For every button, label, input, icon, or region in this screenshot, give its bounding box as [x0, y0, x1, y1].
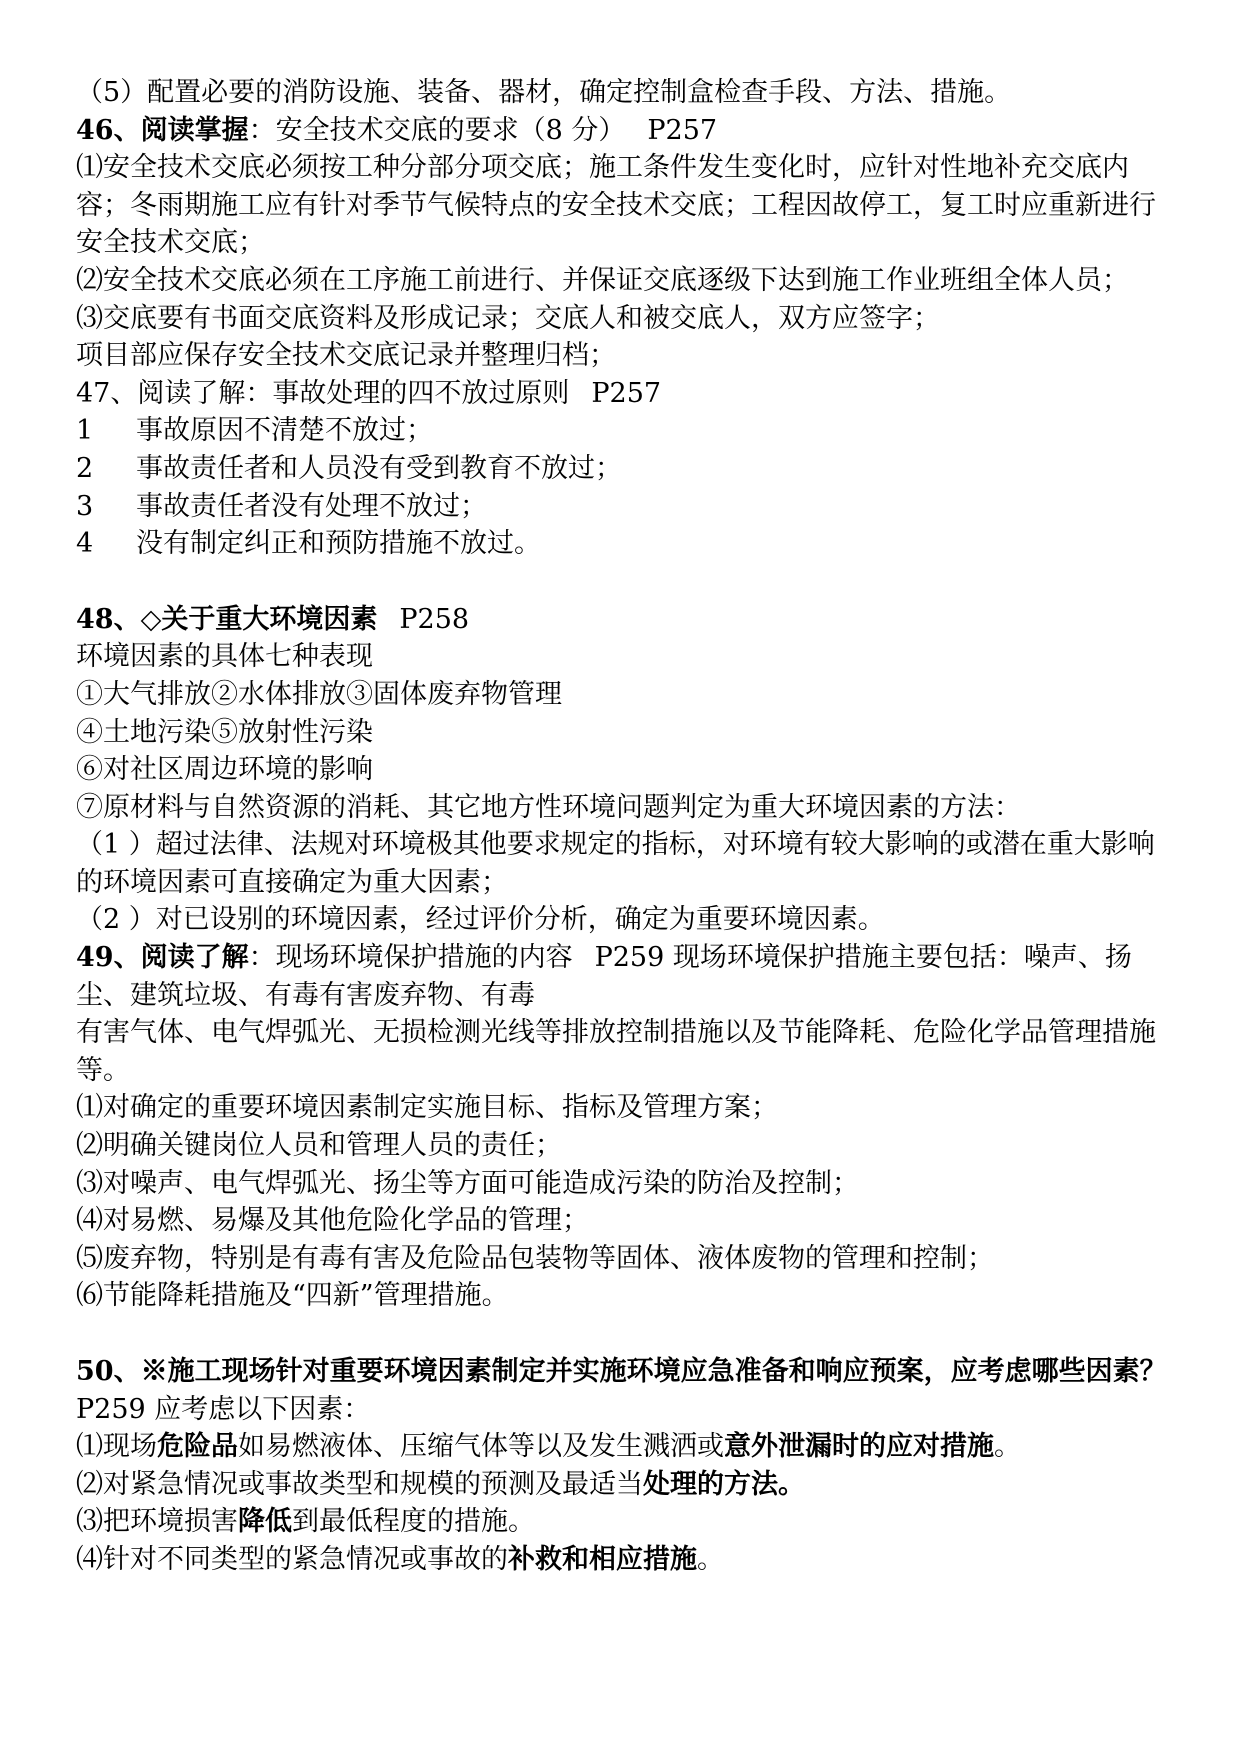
list-number: 4 [76, 528, 94, 560]
text-line: ⑶交底要有书面交底资料及形成记录；交底人和被交底人，双方应签字； [76, 302, 940, 334]
list-text: 没有制定纠正和预防措施不放过。 [136, 528, 541, 560]
text-line: ⑶对噪声、电气焊弧光、扬尘等方面可能造成污染的防治及控制； [76, 1167, 859, 1199]
section-heading-48 [76, 601, 1181, 639]
list-text: 事故责任者没有处理不放过； [136, 490, 487, 522]
text-run: 到最低程度的措施。 [292, 1506, 535, 1538]
page-ref: P257 [591, 377, 662, 409]
list-text: 事故责任者和人员没有受到教育不放过； [136, 452, 622, 484]
text-run: 如易燃液体、压缩气体等以及发生溅洒或 [238, 1431, 724, 1463]
section-label: 阅读掌握 [140, 114, 249, 146]
page-ref: P259 现场环境保护措施主要包括：噪声、扬尘、建筑垃圾、有毒有害废弃物、有毒 [76, 942, 1132, 1011]
text-line: （2 ）对已设别的环境因素，经过评价分析，确定为重要环境因素。 [76, 904, 885, 936]
section-heading-46 [76, 112, 1181, 150]
text-line: ⑷对易燃、易爆及其他危险化学品的管理； [76, 1205, 589, 1237]
text-line: （5）配置必要的消防设施、装备、器材，确定控制盒检查手段、方法、措施。 [76, 77, 1012, 108]
section-heading-50: 50、※施工现场针对重要环境因素制定并实施环境应急准备和响应预案，应考虑哪些因素？ [76, 1356, 1167, 1387]
text-line: ⑸废弃物，特别是有毒有害及危险品包装物等固体、液体废物的管理和控制； [76, 1242, 994, 1274]
section-title: ：现场环境保护措施的内容 [248, 942, 573, 974]
section-title: 48、◇关于重大环境因素 [76, 603, 378, 635]
text-line: 项目部应保存安全技术交底记录并整理归档； [76, 340, 616, 372]
paragraph: ⑵安全技术交底必须在工序施工前进行、并保证交底逐级下达到施工作业班组全体人员； [76, 264, 1129, 296]
section-heading-47 [76, 375, 1181, 413]
text-line [76, 1541, 1181, 1579]
section-heading-49 [76, 939, 1181, 1014]
paragraph: ⑴安全技术交底必须按工种分部分项交底；施工条件发生变化时，应针对性地补充交底内容；冬雨期施工应有针对季节气候特点的安全技术交底；工程因故停工，复工时应重新进行安全技术交底； [76, 152, 1156, 259]
text-run: ⑶把环境损害 [76, 1506, 238, 1538]
spacer [76, 563, 1181, 601]
list-number: 1 [76, 415, 94, 447]
text-line: 环境因素的具体七种表现 [76, 641, 373, 673]
paragraph: （1 ）超过法律、法规对环境极其他要求规定的指标，对环境有较大影响的或潜在重大影响的环境因素可直接确定为重大因素； [76, 829, 1155, 898]
section-label: 49、阅读了解 [76, 942, 249, 974]
text-run: ⑷针对不同类型的紧急情况或事故的 [76, 1543, 508, 1575]
section-title: ：安全技术交底的要求（8 分） [248, 114, 626, 146]
emphasis: 处理的方法。 [643, 1468, 805, 1500]
text-line [76, 1466, 1181, 1504]
text-line: ④土地污染⑤放射性污染 [76, 716, 373, 748]
text-line: ①大气排放②水体排放③固体废弃物管理 [76, 678, 562, 710]
list-item [76, 525, 1181, 563]
text-line: ⑴对确定的重要环境因素制定实施目标、指标及管理方案； [76, 1092, 778, 1124]
text-line: P259 应考虑以下因素： [76, 1393, 371, 1425]
text-line: ⑵明确关键岗位人员和管理人员的责任； [76, 1130, 562, 1162]
list-item [76, 488, 1181, 526]
text-run: ⑴现场 [76, 1431, 157, 1463]
page-ref: P258 [399, 603, 470, 635]
section-number: 46、 [76, 114, 141, 146]
emphasis: 危险品 [157, 1431, 238, 1463]
list-item [76, 450, 1181, 488]
list-number: 3 [76, 490, 94, 522]
text-line: ⑹节能降耗措施及“四新”管理措施。 [76, 1280, 509, 1312]
emphasis: 降低 [238, 1506, 292, 1538]
paragraph: 有害气体、电气焊弧光、无损检测光线等排放控制措施以及节能降耗、危险化学品管理措施等。 [76, 1017, 1156, 1086]
list-text: 事故原因不清楚不放过； [136, 415, 433, 447]
page-ref: P257 [647, 114, 718, 146]
text-run: 。 [697, 1543, 724, 1575]
list-number: 2 [76, 452, 94, 484]
section-title: 47、阅读了解：事故处理的四不放过原则 [76, 377, 570, 409]
text-line [76, 1428, 1181, 1466]
text-line: ⑦原材料与自然资源的消耗、其它地方性环境问题判定为重大环境因素的方法： [76, 791, 1021, 823]
text-line: ⑥对社区周边环境的影响 [76, 754, 373, 786]
spacer [76, 1315, 1181, 1353]
list-item [76, 412, 1181, 450]
emphasis: 补救和相应措施 [508, 1543, 697, 1575]
text-run: 。 [994, 1431, 1021, 1463]
text-run: ⑵对紧急情况或事故类型和规模的预测及最适当 [76, 1468, 643, 1500]
text-line [76, 1503, 1181, 1541]
emphasis: 意外泄漏时的应对措施 [724, 1431, 994, 1463]
